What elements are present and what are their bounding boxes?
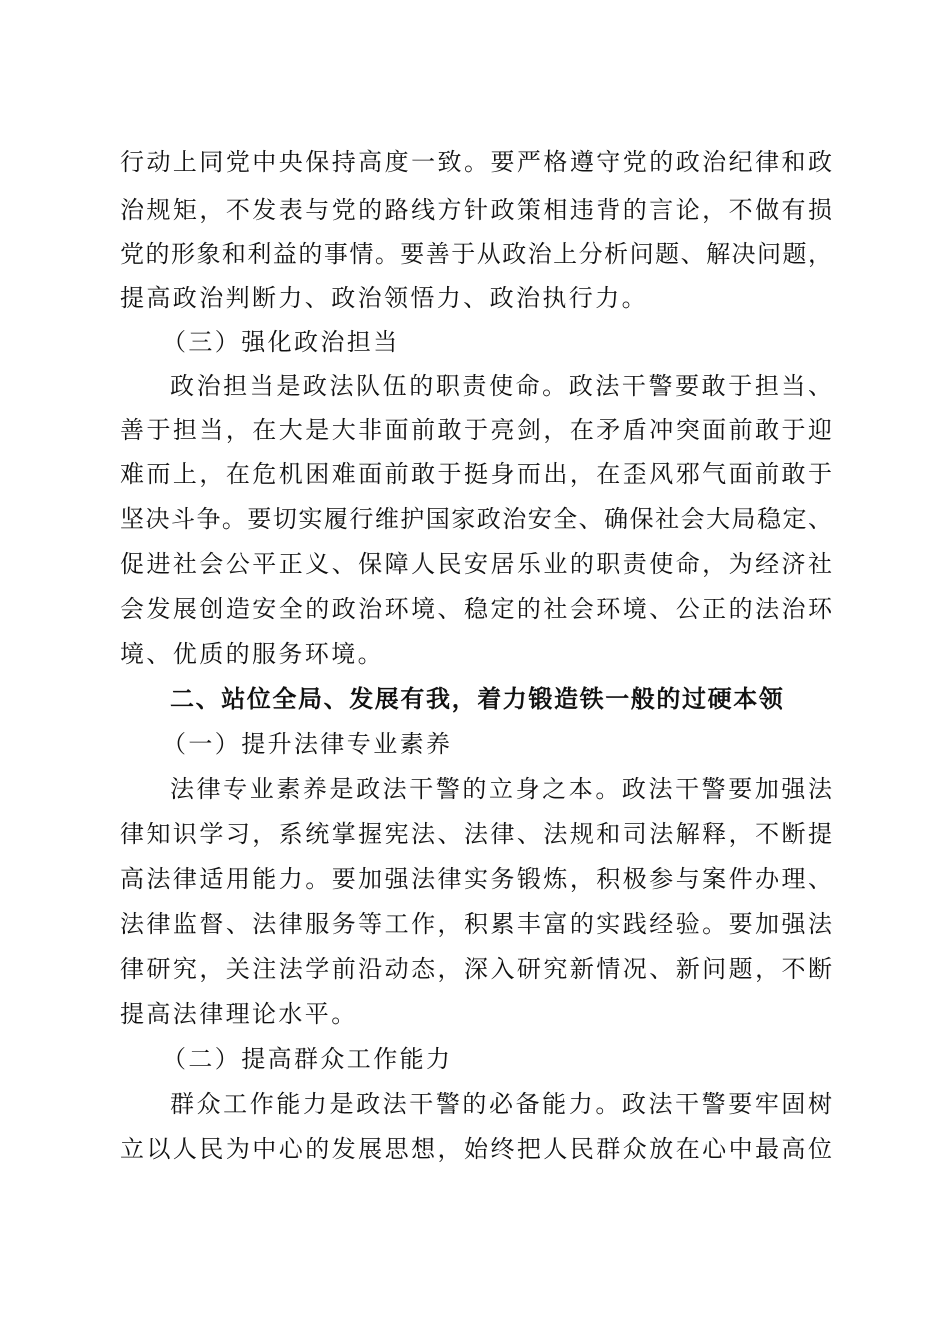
body-text-line: 法律专业素养是政法干警的立身之本。政法干警要加强法: [170, 775, 832, 803]
body-text-line: 党的形象和利益的事情。要善于从政治上分析问题、解决问题，: [120, 240, 832, 268]
body-text-line: 坚决斗争。要切实履行维护国家政治安全、确保社会大局稳定、: [120, 505, 832, 533]
body-text-line: 行动上同党中央保持高度一致。要严格遵守党的政治纪律和政: [120, 148, 832, 176]
body-text-line: 政治担当是政法队伍的职责使命。政法干警要敢于担当、: [170, 372, 832, 400]
body-text-line: 促进社会公平正义、保障人民安居乐业的职责使命，为经济社: [120, 550, 832, 578]
body-text-line: 治规矩，不发表与党的路线方针政策相违背的言论，不做有损: [120, 196, 832, 224]
section-heading-3: （三）强化政治担当: [162, 328, 400, 356]
body-text-line: 律研究，关注法学前沿动态，深入研究新情况、新问题，不断: [120, 955, 832, 983]
body-text-line: 立以人民为中心的发展思想，始终把人民群众放在心中最高位: [120, 1135, 832, 1163]
body-text-line: 律知识学习，系统掌握宪法、法律、法规和司法解释，不断提: [120, 820, 832, 848]
body-text-line: 群众工作能力是政法干警的必备能力。政法干警要牢固树: [170, 1090, 832, 1118]
body-text-line: 法律监督、法律服务等工作，积累丰富的实践经验。要加强法: [120, 910, 832, 938]
body-text-line: 提高政治判断力、政治领悟力、政治执行力。: [120, 284, 648, 312]
body-text-line: 会发展创造安全的政治环境、稳定的社会环境、公正的法治环: [120, 595, 832, 623]
section-heading-2: （二）提高群众工作能力: [162, 1045, 453, 1073]
body-text-line: 善于担当，在大是大非面前敢于亮剑，在矛盾冲突面前敢于迎: [120, 416, 832, 444]
body-text-line: 高法律适用能力。要加强法律实务锻炼，积极参与案件办理、: [120, 865, 832, 893]
body-text-line: 提高法律理论水平。: [120, 1000, 358, 1028]
body-text-line: 境、优质的服务环境。: [120, 640, 384, 668]
section-heading-1: （一）提升法律专业素养: [162, 730, 453, 758]
chapter-heading-2: 二、站位全局、发展有我，着力锻造铁一般的过硬本领: [170, 685, 785, 713]
body-text-line: 难而上，在危机困难面前敢于挺身而出，在歪风邪气面前敢于: [120, 460, 832, 488]
